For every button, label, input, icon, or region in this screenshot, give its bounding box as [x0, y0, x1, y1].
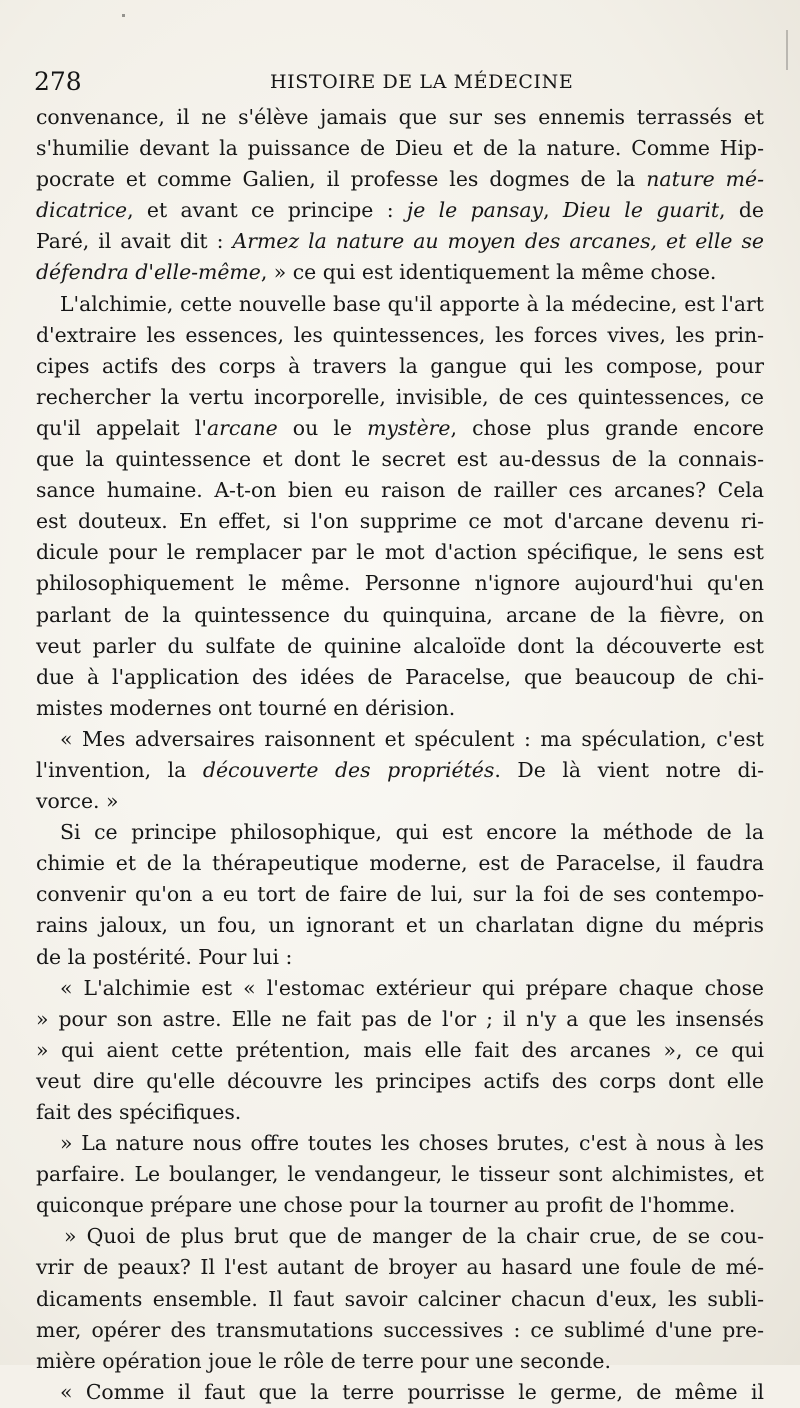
text-line: parfaire. Le boulanger, le vendangeur, le tisseur sont alchimistes, et — [36, 1162, 764, 1187]
text-line: de la postérité. Pour lui : — [36, 944, 293, 969]
text-line: rains jaloux, un fou, un ignorant et un charlatan digne du mépris — [36, 913, 764, 938]
text-line: « Mes adversaires raisonnent et spéculent : ma spéculation, c'est — [60, 726, 764, 751]
text-line: s'humilie devant la puissance de Dieu et de la nature. Comme Hip- — [36, 136, 764, 161]
text-line: due à l'application des idées de Paracelse, que beaucoup de chi- — [36, 664, 764, 689]
text-line: veut parler du sulfate de quinine alcaloïde dont la découverte est — [36, 633, 764, 658]
body-text — [36, 102, 764, 1408]
text-line: dicatrice, et avant ce principe : je le pansay, Dieu le guarit, de — [36, 198, 764, 223]
page-edge-shadow — [786, 30, 788, 70]
text-line: dicaments ensemble. Il faut savoir calciner chacun d'eux, les subli- — [36, 1286, 764, 1311]
text-line: convenance, il ne s'élève jamais que sur ses ennemis terrassés et — [36, 105, 764, 129]
text-line: Paré, il avait dit : Armez la nature au moyen des arcanes, et elle se — [36, 229, 764, 254]
text-line: fait des spécifiques. — [36, 1100, 242, 1124]
text-line: L'alchimie, cette nouvelle base qu'il apporte à la médecine, est l'art — [60, 291, 764, 316]
text-line: vrir de peaux? Il l'est autant de broyer au hasard une foule de mé- — [36, 1255, 764, 1280]
text-line: » Quoi de plus brut que de manger de la chair crue, de se cou- — [64, 1224, 764, 1249]
text-line: que la quintessence et dont le secret est au-dessus de la connais- — [36, 447, 764, 472]
text-line: Si ce principe philosophique, qui est encore la méthode de la — [60, 820, 764, 845]
text-line: « L'alchimie est « l'estomac extérieur qui prépare chaque chose — [60, 975, 764, 1000]
text-line: » qui aient cette prétention, mais elle fait des arcanes », ce qui — [36, 1037, 764, 1062]
text-line: philosophiquement le même. Personne n'ignore aujourd'hui qu'en — [36, 571, 764, 596]
text-line: qu'il appelait l'arcane ou le mystère, chose plus grande encore — [36, 415, 764, 440]
text-line: est douteux. En effet, si l'on supprime ce mot d'arcane devenu ri- — [36, 509, 764, 534]
text-line: rechercher la vertu incorporelle, invisible, de ces quintessences, ce — [36, 384, 764, 409]
text-line: sance humaine. A-t-on bien eu raison de railler ces arcanes? Cela — [36, 478, 764, 503]
text-line: » La nature nous offre toutes les choses brutes, c'est à nous à les — [60, 1131, 764, 1156]
text-line: d'extraire les essences, les quintessences, les forces vives, les prin- — [36, 322, 764, 347]
text-line: pocrate et comme Galien, il professe les dogmes de la nature mé- — [36, 167, 764, 192]
text-line: veut dire qu'elle découvre les principes actifs des corps dont elle — [36, 1068, 764, 1093]
text-line: convenir qu'on a eu tort de faire de lui, sur la foi de ses contempo- — [36, 882, 764, 907]
text-line: mistes modernes ont tourné en dérision. — [36, 695, 456, 720]
text-line: mer, opérer des transmutations successives : ce sublimé d'une pre- — [36, 1317, 764, 1342]
running-head: HISTOIRE DE LA MÉDECINE — [270, 71, 574, 93]
page-header — [34, 64, 764, 100]
text-line: l'invention, la découverte des propriétés. De là vient notre di- — [36, 757, 765, 782]
text-line: chimie et de la thérapeutique moderne, est de Paracelse, il faudra — [36, 851, 764, 876]
text-line: « Comme il faut que la terre pourrisse le germe, de même il — [60, 1379, 764, 1404]
text-line: dicule pour le remplacer par le mot d'action spécifique, le sens est — [36, 540, 764, 565]
print-speck — [122, 14, 125, 17]
text-line: vorce. » — [36, 789, 119, 814]
text-line: parlant de la quintessence du quinquina, arcane de la fièvre, on — [36, 602, 764, 627]
page-number: 278 — [34, 67, 82, 96]
text-line: cipes actifs des corps à travers la gangue qui les compose, pour — [36, 353, 764, 378]
text-line: défendra d'elle-même, » ce qui est identiquement la même chose. — [36, 260, 717, 285]
text-line: » pour son astre. Elle ne fait pas de l'or ; il n'y a que les insensés — [36, 1006, 764, 1031]
text-line: mière opération joue le rôle de terre pour une seconde. — [36, 1348, 611, 1373]
text-line: quiconque prépare une chose pour la tourner au profit de l'homme. — [36, 1193, 736, 1218]
